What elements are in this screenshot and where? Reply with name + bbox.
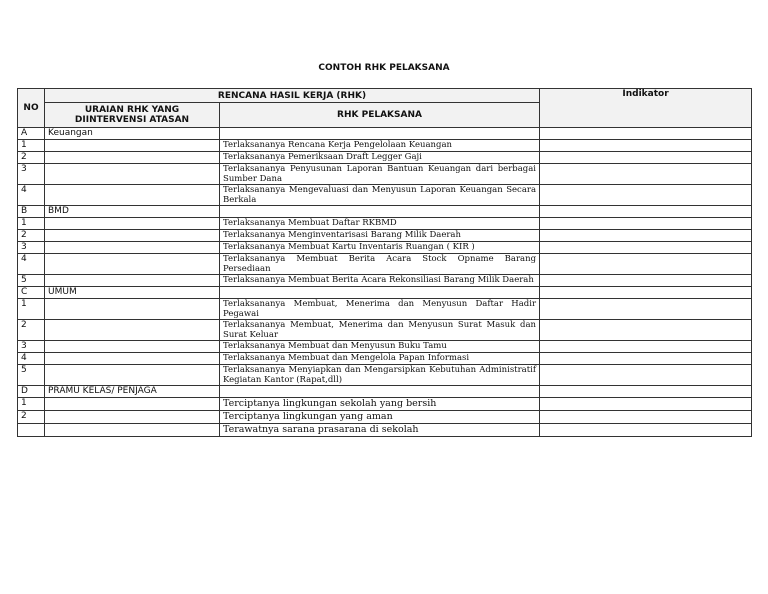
table-row <box>18 185 752 206</box>
section-code: A <box>18 128 45 140</box>
rhk-pelaksana-cell: Terlaksananya Menginventarisasi Barang Milik Daerah <box>220 230 540 242</box>
section-name: UMUM <box>45 287 220 299</box>
row-number: 3 <box>18 164 45 185</box>
uraian-cell <box>45 185 220 206</box>
table-row <box>18 164 752 185</box>
uraian-cell <box>45 424 220 437</box>
table-row <box>18 218 752 230</box>
rhk-pelaksana-cell: Terciptanya lingkungan yang aman <box>220 411 540 424</box>
indikator-cell <box>540 140 752 152</box>
rhk-pelaksana-cell: Terlaksananya Mengevaluasi dan Menyusun Laporan Keuangan Secara Berkala <box>220 185 540 206</box>
rhk-pelaksana-cell: Terciptanya lingkungan sekolah yang bersih <box>220 398 540 411</box>
row-number: 4 <box>18 353 45 365</box>
row-number: 2 <box>18 230 45 242</box>
uraian-cell <box>45 353 220 365</box>
indikator-cell <box>540 218 752 230</box>
indikator-cell <box>540 299 752 320</box>
section-row <box>18 386 752 398</box>
uraian-cell <box>45 242 220 254</box>
row-number: 1 <box>18 140 45 152</box>
table-row <box>18 275 752 287</box>
rhk-pelaksana-cell: Terlaksananya Membuat Berita Acara Rekonsiliasi Barang Milik Daerah <box>220 275 540 287</box>
section-row <box>18 128 752 140</box>
uraian-cell <box>45 254 220 275</box>
rhk-pelaksana-cell: Terlaksananya Membuat Berita Acara Stock Opname Barang Persediaan <box>220 254 540 275</box>
section-row <box>18 287 752 299</box>
uraian-cell <box>45 398 220 411</box>
indikator-cell <box>540 341 752 353</box>
uraian-cell <box>45 320 220 341</box>
row-number <box>18 424 45 437</box>
rhk-pelaksana-cell: Terlaksananya Membuat, Menerima dan Menyusun Daftar Hadir Pegawai <box>220 299 540 320</box>
section-name: PRAMU KELAS/ PENJAGA <box>45 386 220 398</box>
table-row <box>18 411 752 424</box>
table-row <box>18 230 752 242</box>
table-row <box>18 320 752 341</box>
table-row <box>18 152 752 164</box>
rhk-pelaksana-cell: Terlaksananya Menyiapkan dan Mengarsipkan Kebutuhan Administratif Kegiatan Kantor (Rapat,dll) <box>220 365 540 386</box>
table-row <box>18 140 752 152</box>
uraian-cell <box>45 275 220 287</box>
indikator-cell <box>540 320 752 341</box>
rhk-pelaksana-cell: Terlaksananya Membuat Kartu Inventaris Ruangan ( KIR ) <box>220 242 540 254</box>
header-rhk-pelaksana: RHK PELAKSANA <box>220 103 540 128</box>
table-row <box>18 365 752 386</box>
empty-cell <box>540 386 752 398</box>
row-number: 2 <box>18 320 45 341</box>
table-row <box>18 254 752 275</box>
empty-cell <box>540 287 752 299</box>
uraian-cell <box>45 218 220 230</box>
table-row <box>18 341 752 353</box>
empty-cell <box>540 128 752 140</box>
table-row <box>18 299 752 320</box>
uraian-cell <box>45 164 220 185</box>
table-row <box>18 424 752 437</box>
empty-cell <box>220 386 540 398</box>
indikator-cell <box>540 242 752 254</box>
empty-cell <box>220 287 540 299</box>
table-row <box>18 398 752 411</box>
row-number: 3 <box>18 242 45 254</box>
row-number: 1 <box>18 398 45 411</box>
table-body <box>18 128 752 437</box>
uraian-cell <box>45 341 220 353</box>
indikator-cell <box>540 398 752 411</box>
indikator-cell <box>540 365 752 386</box>
uraian-cell <box>45 140 220 152</box>
header-indikator: Indikator <box>540 89 752 128</box>
rhk-pelaksana-cell: Terawatnya sarana prasarana di sekolah <box>220 424 540 437</box>
indikator-cell <box>540 411 752 424</box>
empty-cell <box>220 206 540 218</box>
uraian-cell <box>45 365 220 386</box>
header-no: NO <box>18 89 45 128</box>
empty-cell <box>540 206 752 218</box>
empty-cell <box>220 128 540 140</box>
table-row <box>18 353 752 365</box>
uraian-cell <box>45 411 220 424</box>
indikator-cell <box>540 424 752 437</box>
rhk-pelaksana-cell: Terlaksananya Membuat dan Mengelola Papan Informasi <box>220 353 540 365</box>
row-number: 1 <box>18 218 45 230</box>
rhk-pelaksana-cell: Terlaksananya Membuat Daftar RKBMD <box>220 218 540 230</box>
uraian-cell <box>45 230 220 242</box>
indikator-cell <box>540 254 752 275</box>
section-code: B <box>18 206 45 218</box>
row-number: 3 <box>18 341 45 353</box>
indikator-cell <box>540 353 752 365</box>
header-uraian: URAIAN RHK YANG DIINTERVENSI ATASAN <box>45 103 220 128</box>
row-number: 5 <box>18 365 45 386</box>
row-number: 1 <box>18 299 45 320</box>
section-name: Keuangan <box>45 128 220 140</box>
row-number: 4 <box>18 185 45 206</box>
row-number: 5 <box>18 275 45 287</box>
row-number: 2 <box>18 411 45 424</box>
section-code: C <box>18 287 45 299</box>
indikator-cell <box>540 230 752 242</box>
rhk-pelaksana-cell: Terlaksananya Membuat dan Menyusun Buku Tamu <box>220 341 540 353</box>
section-name: BMD <box>45 206 220 218</box>
rhk-pelaksana-cell: Terlaksananya Pemeriksaan Draft Legger Gaji <box>220 152 540 164</box>
rhk-pelaksana-cell: Terlaksananya Rencana Kerja Pengelolaan Keuangan <box>220 140 540 152</box>
row-number: 4 <box>18 254 45 275</box>
row-number: 2 <box>18 152 45 164</box>
rhk-pelaksana-cell: Terlaksananya Membuat, Menerima dan Menyusun Surat Masuk dan Surat Keluar <box>220 320 540 341</box>
table-row <box>18 242 752 254</box>
uraian-cell <box>45 152 220 164</box>
rhk-pelaksana-cell: Terlaksananya Penyusunan Laporan Bantuan Keuangan dari berbagai Sumber Dana <box>220 164 540 185</box>
indikator-cell <box>540 164 752 185</box>
document-title: CONTOH RHK PELAKSANA <box>318 63 450 73</box>
indikator-cell <box>540 152 752 164</box>
uraian-cell <box>45 299 220 320</box>
rhk-table <box>17 88 752 437</box>
indikator-cell <box>540 275 752 287</box>
section-row <box>18 206 752 218</box>
section-code: D <box>18 386 45 398</box>
indikator-cell <box>540 185 752 206</box>
header-rhk-group: RENCANA HASIL KERJA (RHK) <box>45 89 540 103</box>
